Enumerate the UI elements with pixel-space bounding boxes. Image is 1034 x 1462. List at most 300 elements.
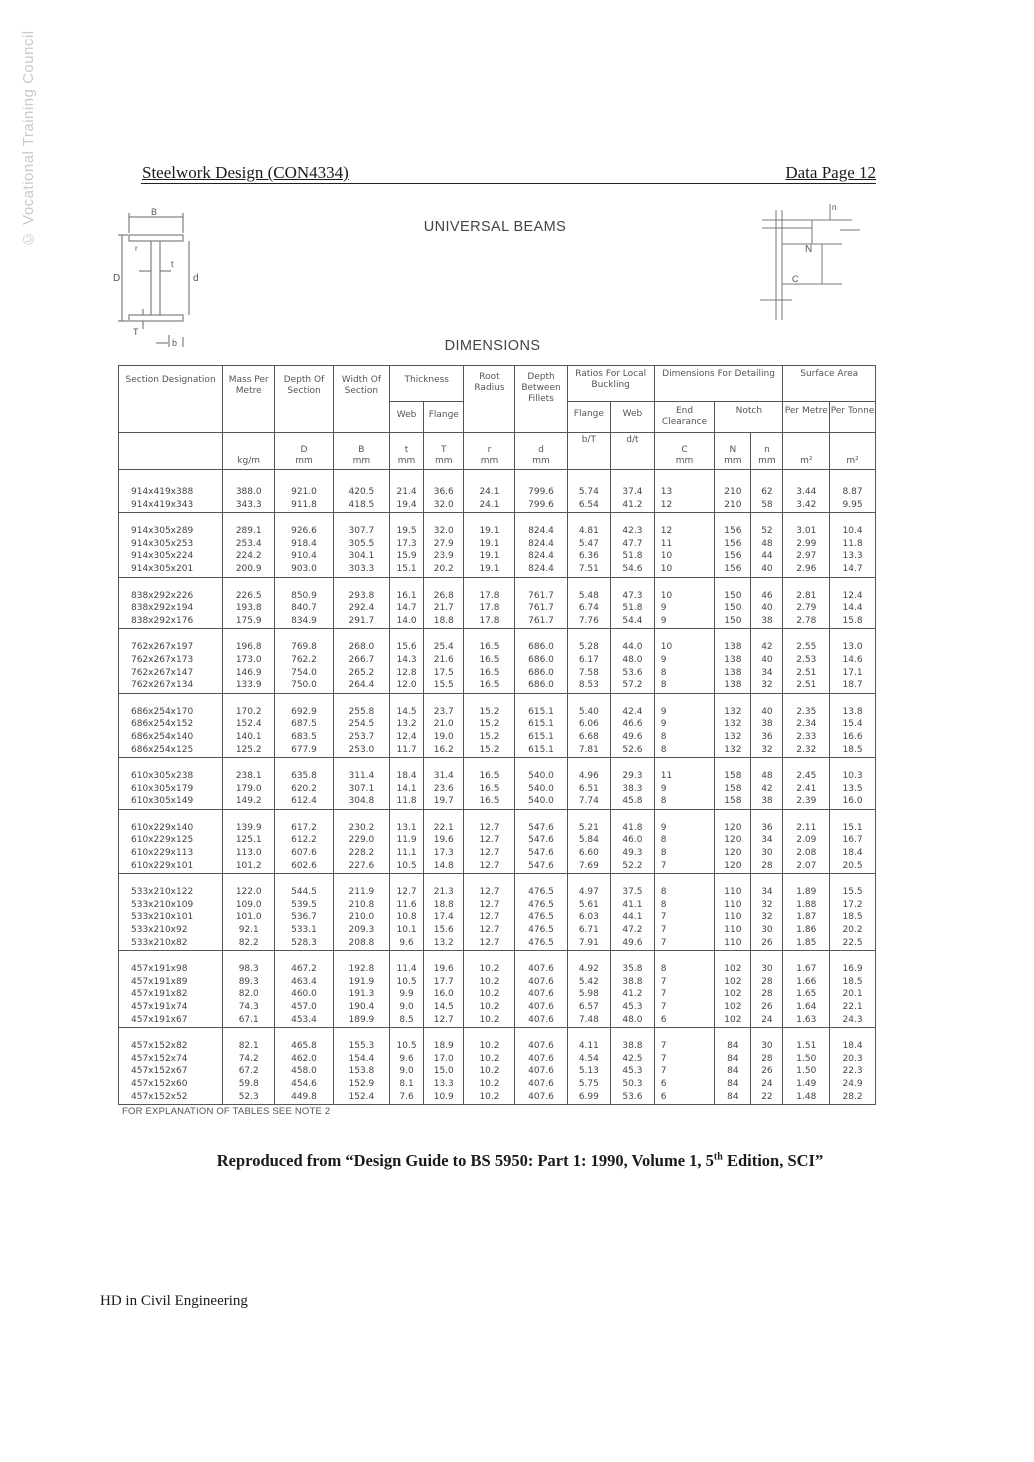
cell-value: 460.0 <box>291 989 317 1000</box>
cell-value: 19.1 <box>479 563 500 574</box>
cell-value: 6.54 <box>578 499 599 510</box>
cell-value: 17.0 <box>433 1053 454 1064</box>
cell-n <box>751 809 783 873</box>
cell-value: 54.6 <box>622 563 643 574</box>
cell-N <box>715 874 751 951</box>
cell-value: 476.5 <box>528 912 554 923</box>
cell-value: 5.61 <box>578 899 599 910</box>
cell-value: 407.6 <box>528 1091 554 1102</box>
cell-des <box>119 951 223 1028</box>
cell-t <box>390 629 424 693</box>
cell-des <box>119 809 223 873</box>
cell-value: 38.8 <box>622 1041 643 1052</box>
cell-value: 113.0 <box>235 848 262 859</box>
cell-value: 926.6 <box>291 526 317 537</box>
cell-value: 8 <box>660 848 667 859</box>
cell-value: 2.07 <box>796 860 817 871</box>
cell-value: 4.92 <box>578 964 599 975</box>
cell-n <box>751 693 783 757</box>
cell-value: 457x152x67 <box>131 1066 188 1077</box>
cell-value: 14.6 <box>842 654 863 665</box>
cell-t <box>390 693 424 757</box>
cell-pm <box>783 758 830 810</box>
cell-value: 82.0 <box>238 989 259 1000</box>
cell-value: 23.7 <box>433 706 454 717</box>
cell-value: 2.39 <box>796 796 817 807</box>
cell-D <box>275 629 333 693</box>
cell-value: 914x305x224 <box>131 551 194 562</box>
cell-value: 2.11 <box>796 822 817 833</box>
unit-r <box>464 433 515 470</box>
cell-value: 98.3 <box>238 964 259 975</box>
cell-value: 10.2 <box>479 1091 500 1102</box>
cell-value: 15.2 <box>479 731 500 742</box>
cell-value: 42.5 <box>622 1053 643 1064</box>
cell-value: 1.66 <box>796 976 817 987</box>
cell-pt <box>830 758 876 810</box>
cell-B <box>333 951 389 1028</box>
citation-superscript: th <box>713 1151 723 1163</box>
cell-r <box>464 874 515 951</box>
cell-value: 602.6 <box>291 860 317 871</box>
cell-value: 102 <box>724 1002 742 1012</box>
cell-value: 10.5 <box>396 860 417 871</box>
cell-D <box>275 874 333 951</box>
cell-value: 9 <box>660 615 667 626</box>
cell-value: 635.8 <box>291 771 317 782</box>
cell-value: 191.3 <box>348 989 375 1000</box>
cell-value: 140.1 <box>235 731 262 742</box>
cell-d <box>515 470 567 513</box>
cell-value: 11 <box>660 771 673 782</box>
cell-value: 10.3 <box>842 771 863 782</box>
cell-value: 8 <box>660 835 667 846</box>
cell-value: 607.6 <box>291 848 317 859</box>
label-C: C <box>792 274 799 284</box>
cell-value: 918.4 <box>291 538 317 549</box>
cell-value: 40 <box>761 654 773 665</box>
cell-value: 528.3 <box>291 937 317 948</box>
cell-value: 463.4 <box>291 976 317 987</box>
cell-value: 6.71 <box>578 925 599 936</box>
cell-value: 5.98 <box>578 989 599 1000</box>
cell-t <box>390 758 424 810</box>
cell-value: 12.7 <box>479 848 500 859</box>
cell-t <box>390 577 424 629</box>
cell-value: 311.4 <box>348 771 375 782</box>
cell-dt <box>611 513 655 577</box>
cell-value: 19.4 <box>396 499 417 510</box>
cell-value: 17.8 <box>479 590 500 601</box>
cell-value: 840.7 <box>291 603 317 614</box>
cell-value: 9.6 <box>399 1053 414 1064</box>
cell-value: 13.8 <box>842 706 863 717</box>
cell-pt <box>830 809 876 873</box>
cell-d <box>515 758 567 810</box>
cell-pm <box>783 1028 830 1105</box>
course-title: Steelwork Design (CON4334) <box>142 163 349 182</box>
cell-value: 200.9 <box>235 563 262 574</box>
cell-value: 9 <box>660 706 667 717</box>
cell-value: 533x210x109 <box>131 899 194 910</box>
cell-value: 12.7 <box>396 887 417 898</box>
unit-D-symbol: D <box>300 445 308 455</box>
cell-C <box>654 513 715 577</box>
cell-value: 5.40 <box>578 706 599 717</box>
cell-value: 824.4 <box>528 538 554 549</box>
cell-value: 465.8 <box>291 1041 317 1052</box>
cell-value: 110 <box>724 899 742 910</box>
page-number: Data Page 12 <box>785 163 876 182</box>
cell-value: 799.6 <box>528 487 554 497</box>
cell-value: 191.9 <box>348 976 375 987</box>
cell-value: 24 <box>761 1014 773 1025</box>
cell-value: 1.86 <box>796 925 817 936</box>
cell-value: 5.84 <box>578 835 599 846</box>
cell-value: 16.5 <box>479 680 500 691</box>
cell-value: 196.8 <box>235 642 262 653</box>
cell-value: 2.79 <box>796 603 817 614</box>
cell-t <box>390 1028 424 1105</box>
cell-value: 158 <box>724 771 742 782</box>
cell-value: 122.0 <box>235 887 262 898</box>
cell-value: 38.8 <box>622 976 643 987</box>
cell-value: 15.1 <box>396 563 417 574</box>
cell-value: 19.6 <box>433 964 454 975</box>
cell-pm <box>783 577 830 629</box>
cell-value: 10 <box>660 551 673 562</box>
cell-value: 51.8 <box>622 603 643 614</box>
col-web: Web <box>390 402 424 433</box>
cell-value: 110 <box>724 887 742 898</box>
cell-value: 32 <box>761 744 773 755</box>
cell-value: 1.48 <box>796 1091 817 1102</box>
cell-value: 139.9 <box>235 822 262 833</box>
col-end-clearance: End Clearance <box>654 402 715 433</box>
cell-value: 686.0 <box>528 680 554 691</box>
cell-value: 19.1 <box>479 526 500 537</box>
cell-value: 5.13 <box>578 1066 599 1077</box>
cell-value: 407.6 <box>528 976 554 987</box>
cell-value: 2.96 <box>796 563 817 574</box>
col-depth-between: Depth Between Fillets <box>515 366 567 433</box>
cell-value: 12.7 <box>479 899 500 910</box>
cell-value: 12 <box>660 499 673 510</box>
cell-value: 15.6 <box>433 925 454 936</box>
cell-value: 34 <box>761 887 773 898</box>
cell-value: 152.4 <box>235 719 262 730</box>
label-N: N <box>805 244 813 255</box>
cell-value: 20.5 <box>842 860 863 871</box>
cell-value: 170.2 <box>235 706 262 717</box>
cell-value: 540.0 <box>528 771 554 782</box>
cell-value: 467.2 <box>291 964 317 975</box>
label-n: n <box>832 203 837 212</box>
cell-pt <box>830 577 876 629</box>
cell-value: 539.5 <box>291 899 317 910</box>
cell-value: 224.2 <box>235 551 262 562</box>
cell-value: 22 <box>761 1091 773 1102</box>
cell-value: 2.81 <box>796 590 817 601</box>
cell-value: 457x191x74 <box>131 1002 188 1012</box>
cell-bT <box>567 513 611 577</box>
cell-value: 677.9 <box>291 744 317 755</box>
cell-r <box>464 577 515 629</box>
cell-value: 4.11 <box>578 1041 599 1052</box>
unit-N <box>715 433 751 470</box>
cell-value: 138 <box>724 642 742 653</box>
cell-value: 125.1 <box>235 835 262 846</box>
cell-value: 146.9 <box>235 667 262 678</box>
cell-value: 10.2 <box>479 1014 500 1025</box>
cell-B <box>333 874 389 951</box>
cell-value: 1.49 <box>796 1078 817 1089</box>
cell-value: 6.74 <box>578 603 599 614</box>
table-row <box>119 874 876 951</box>
cell-value: 824.4 <box>528 551 554 562</box>
cell-value: 10.9 <box>433 1091 454 1102</box>
cell-value: 6 <box>660 1014 667 1025</box>
cell-value: 152.4 <box>348 1091 375 1102</box>
cell-value: 9 <box>660 603 667 614</box>
cell-value: 48.0 <box>622 654 643 665</box>
cell-value: 15.8 <box>842 615 863 626</box>
cell-value: 38 <box>761 615 773 626</box>
cell-value: 307.1 <box>348 783 375 794</box>
cell-value: 16.5 <box>479 783 500 794</box>
cell-value: 7 <box>660 937 667 948</box>
cell-value: 7 <box>660 860 667 871</box>
unit-t-mm: mm <box>397 456 416 466</box>
cell-value: 41.2 <box>622 499 643 510</box>
cell-value: 6.03 <box>578 912 599 923</box>
cell-value: 175.9 <box>235 615 262 626</box>
cell-value: 179.0 <box>235 783 262 794</box>
cell-value: 11.8 <box>396 796 417 807</box>
cell-value: 62 <box>761 487 773 497</box>
cell-D <box>275 758 333 810</box>
cell-value: 914x419x343 <box>131 499 194 510</box>
cell-value: 762x267x173 <box>131 654 194 665</box>
cell-value: 42.3 <box>622 526 643 537</box>
cell-value: 84 <box>727 1066 739 1077</box>
cell-value: 149.2 <box>235 796 262 807</box>
cell-value: 48 <box>761 771 773 782</box>
cell-value: 226.5 <box>235 590 262 601</box>
cell-value: 25.4 <box>433 642 454 653</box>
cell-t <box>390 951 424 1028</box>
cell-value: 2.08 <box>796 848 817 859</box>
cell-d <box>515 951 567 1028</box>
cell-value: 457.0 <box>291 1002 317 1012</box>
cell-value: 11.6 <box>396 899 417 910</box>
cell-value: 22.1 <box>433 822 454 833</box>
cell-value: 153.8 <box>348 1066 375 1077</box>
cell-T <box>424 758 464 810</box>
notch-detail-diagram <box>752 200 867 325</box>
cell-value: 9.0 <box>399 1002 414 1012</box>
unit-dt <box>611 433 655 470</box>
cell-value: 31.4 <box>433 771 454 782</box>
cell-value: 12.7 <box>433 1014 454 1025</box>
table-subtitle: DIMENSIONS <box>444 338 541 354</box>
cell-value: 6 <box>660 1091 667 1102</box>
cell-value: 10.2 <box>479 1078 500 1089</box>
cell-value: 5.48 <box>578 590 599 601</box>
cell-value: 838x292x194 <box>131 603 194 614</box>
table-row <box>119 470 876 513</box>
unit-C <box>654 433 715 470</box>
cell-value: 10.5 <box>396 1041 417 1052</box>
cell-value: 53.6 <box>622 667 643 678</box>
cell-value: 12.8 <box>396 667 417 678</box>
unit-B <box>333 433 389 470</box>
col-ratio-web: Web <box>611 402 655 433</box>
col-ratio-flange: Flange <box>567 402 611 433</box>
cell-value: 617.2 <box>291 822 317 833</box>
cell-value: 12.7 <box>479 937 500 948</box>
cell-value: 8 <box>660 744 667 755</box>
cell-value: 462.0 <box>291 1053 317 1064</box>
cell-value: 7.48 <box>578 1014 599 1025</box>
copyright-side-mark: © Vocational Training Council <box>20 30 37 247</box>
cell-value: 533x210x82 <box>131 937 188 948</box>
cell-dt <box>611 629 655 693</box>
cell-value: 190.4 <box>348 1002 375 1012</box>
citation-main: Reproduced from “Design Guide to BS 5950: Part 1: 1990, Volume 1, 5 <box>216 1151 714 1170</box>
cell-value: 761.7 <box>528 615 554 626</box>
cell-B <box>333 629 389 693</box>
cell-value: 22.5 <box>842 937 863 948</box>
col-depth: Depth Of Section <box>275 366 333 433</box>
unit-D-mm: mm <box>295 456 313 466</box>
col-ratios: Ratios For Local Buckling <box>567 366 654 402</box>
cell-value: 102 <box>724 976 742 987</box>
cell-value: 14.8 <box>433 860 454 871</box>
cell-value: 16.6 <box>842 731 863 742</box>
cell-value: 547.6 <box>528 822 554 833</box>
cell-mass <box>223 758 275 810</box>
label-b: b <box>172 338 178 348</box>
cell-value: 255.8 <box>348 706 375 717</box>
cell-value: 41.2 <box>622 989 643 1000</box>
cell-value: 13.5 <box>842 783 863 794</box>
cell-value: 227.6 <box>348 860 375 871</box>
cell-dt <box>611 1028 655 1105</box>
cell-B <box>333 693 389 757</box>
cell-d <box>515 874 567 951</box>
cell-C <box>654 470 715 513</box>
cell-value: 156 <box>724 563 742 574</box>
cell-value: 1.63 <box>796 1014 817 1025</box>
cell-value: 36.6 <box>433 487 454 497</box>
cell-value: 536.7 <box>291 912 317 923</box>
cell-value: 67.2 <box>238 1066 259 1077</box>
col-flange: Flange <box>424 402 464 433</box>
cell-value: 28 <box>761 989 773 1000</box>
table-row <box>119 513 876 577</box>
unit-m2-tonne: m² <box>846 456 859 466</box>
cell-value: 18.4 <box>842 1041 863 1052</box>
cell-value: 35.8 <box>622 964 643 975</box>
cell-value: 32 <box>761 899 773 910</box>
label-r: r <box>135 244 138 253</box>
cell-r <box>464 470 515 513</box>
col-notch: Notch <box>715 402 783 433</box>
cell-value: 610x229x140 <box>131 822 194 833</box>
cell-pm <box>783 874 830 951</box>
cell-value: 189.9 <box>348 1014 375 1025</box>
cell-value: 36 <box>761 731 773 742</box>
cell-value: 5.75 <box>578 1078 599 1089</box>
cell-des <box>119 629 223 693</box>
cell-value: 686x254x125 <box>131 744 194 755</box>
cell-value: 9 <box>660 719 667 730</box>
unit-d <box>515 433 567 470</box>
cell-value: 156 <box>724 551 742 562</box>
cell-value: 289.1 <box>235 526 262 537</box>
unit-dt-text: d/t <box>626 435 639 445</box>
cell-value: 57.2 <box>622 680 643 691</box>
cell-value: 265.2 <box>348 667 375 678</box>
cell-value: 208.8 <box>348 937 375 948</box>
cell-value: 5.42 <box>578 976 599 987</box>
cell-value: 1.51 <box>796 1041 817 1052</box>
cell-value: 304.8 <box>348 796 375 807</box>
cell-value: 48.0 <box>622 1014 643 1025</box>
cell-value: 34 <box>761 667 773 678</box>
cell-value: 132 <box>724 744 742 755</box>
cell-value: 44 <box>761 551 773 562</box>
cell-value: 7 <box>660 976 667 987</box>
cell-value: 18.7 <box>842 680 863 691</box>
cell-value: 19.6 <box>433 835 454 846</box>
cell-t <box>390 513 424 577</box>
cell-value: 9 <box>660 654 667 665</box>
cell-value: 407.6 <box>528 964 554 975</box>
cell-value: 19.1 <box>479 551 500 562</box>
cell-value: 26 <box>761 1066 773 1077</box>
cell-value: 457x191x89 <box>131 976 188 987</box>
table-row <box>119 577 876 629</box>
beam-section-diagram <box>113 205 208 350</box>
cell-value: 37.4 <box>622 487 643 497</box>
unit-mass <box>223 433 275 470</box>
cell-value: 420.5 <box>348 487 375 497</box>
label-T: T <box>133 327 139 337</box>
cell-value: 457x152x60 <box>131 1078 188 1089</box>
cell-value: 4.54 <box>578 1053 599 1064</box>
cell-value: 16.1 <box>396 590 417 601</box>
cell-t <box>390 470 424 513</box>
cell-value: 14.1 <box>396 783 417 794</box>
cell-value: 15.5 <box>842 887 863 898</box>
cell-value: 12.7 <box>479 887 500 898</box>
cell-mass <box>223 809 275 873</box>
cell-value: 457x191x98 <box>131 964 188 975</box>
cell-value: 45.3 <box>622 1066 643 1077</box>
cell-value: 158 <box>724 796 742 807</box>
cell-value: 540.0 <box>528 783 554 794</box>
cell-value: 9 <box>660 822 667 833</box>
cell-bT <box>567 1028 611 1105</box>
cell-value: 8 <box>660 887 667 898</box>
cell-value: 6.36 <box>578 551 599 562</box>
cell-value: 12.7 <box>479 925 500 936</box>
cell-value: 7.74 <box>578 796 599 807</box>
cell-value: 40 <box>761 706 773 717</box>
cell-des <box>119 470 223 513</box>
